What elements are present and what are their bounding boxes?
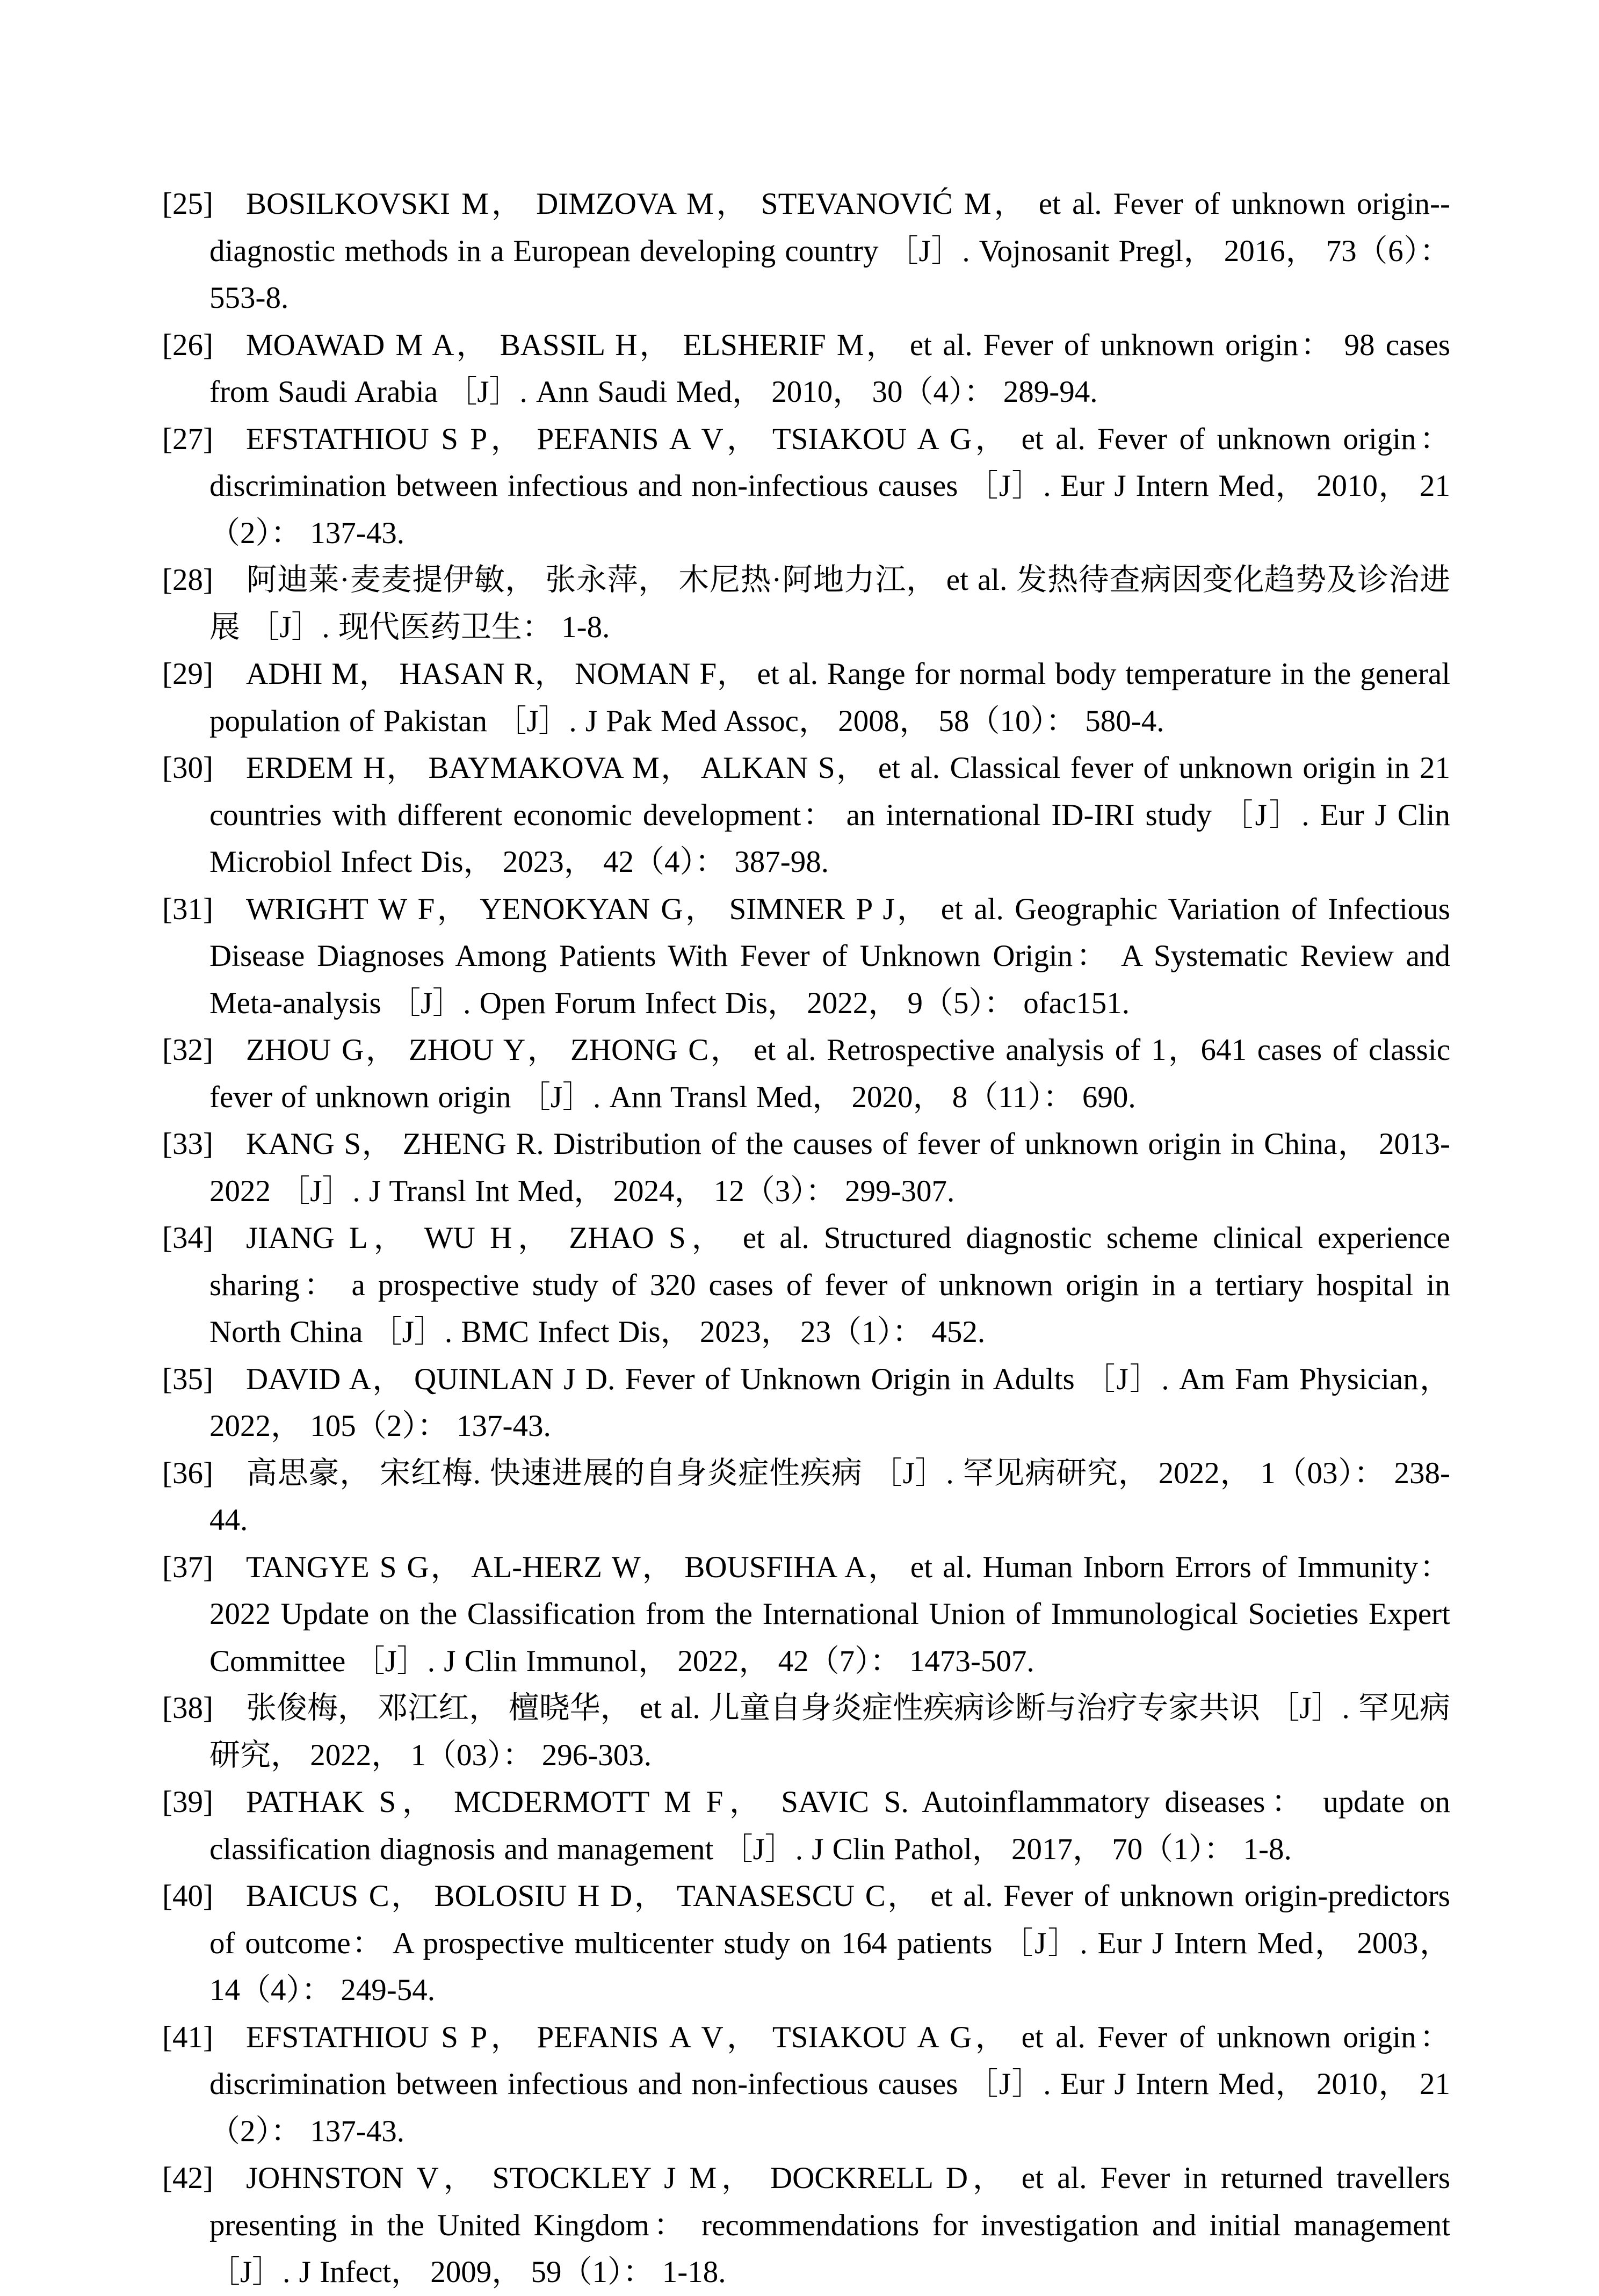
reference-text: TANGYE S G， AL-HERZ W， BOUSFIHA A， et al. Human Inborn Errors of Immunity： 2022 Update on the Classification from the International Union of Immunological Societies Expert Committee ［J］. J Clin Immunol， 2022， 42（7）： 1473-507. [209, 1550, 1450, 1678]
reference-item [162, 1356, 1450, 1450]
reference-text: ERDEM H， BAYMAKOVA M， ALKAN S， et al. Classical fever of unknown origin in 21 countries with different economic development： an international ID-IRI study ［J］. Eur J Clin Microbiol Infect Dis， 2023， 42（4）： 387-98. [209, 751, 1450, 879]
reference-number: [25] [162, 187, 213, 221]
reference-number: [39] [162, 1785, 213, 1819]
reference-text: EFSTATHIOU S P， PEFANIS A V， TSIAKOU A G， et al. Fever of unknown origin： discrimination between infectious and non-infectious causes ［J］. Eur J Intern Med， 2010， 21（2）： 137-43. [209, 2020, 1450, 2148]
reference-number: [36] [162, 1456, 213, 1490]
reference-text: 张俊梅， 邓江红， 檀晓华， et al. 儿童自身炎症性疾病诊断与治疗专家共识 ［J］. 罕见病研究， 2022， 1（03）： 296-303. [209, 1691, 1450, 1772]
reference-item [162, 557, 1450, 651]
reference-item [162, 1121, 1450, 1215]
reference-number: [41] [162, 2020, 213, 2054]
reference-item [162, 1779, 1450, 1873]
reference-number: [37] [162, 1550, 213, 1584]
reference-item [162, 1544, 1450, 1685]
reference-number: [26] [162, 328, 213, 362]
reference-item [162, 2014, 1450, 2155]
reference-text: DAVID A， QUINLAN J D. Fever of Unknown Origin in Adults ［J］. Am Fam Physician， 2022， 105（2）： 137-43. [209, 1362, 1450, 1443]
reference-text: BOSILKOVSKI M， DIMZOVA M， STEVANOVIĆ M， et al. Fever of unknown origin--diagnostic methods in a European developing country ［J］. Vojnosanit Pregl， 2016， 73（6）： 553-8. [209, 187, 1450, 315]
reference-number: [29] [162, 657, 213, 691]
reference-list [162, 180, 1450, 2296]
reference-item [162, 416, 1450, 557]
reference-text: 高思豪， 宋红梅. 快速进展的自身炎症性疾病 ［J］. 罕见病研究， 2022， 1（03）： 238-44. [209, 1456, 1450, 1537]
reference-number: [31] [162, 892, 213, 926]
reference-number: [30] [162, 751, 213, 785]
reference-text: BAICUS C， BOLOSIU H D， TANASESCU C， et al. Fever of unknown origin-predictors of outcome： A prospective multicenter study on 164 patients ［J］. Eur J Intern Med， 2003， 14（4）： 249-54. [209, 1879, 1450, 2007]
reference-text: KANG S， ZHENG R. Distribution of the causes of fever of unknown origin in China， 2013-2022 ［J］. J Transl Int Med， 2024， 12（3）： 299-307. [209, 1127, 1450, 1208]
reference-number: [34] [162, 1221, 213, 1255]
reference-number: [33] [162, 1127, 213, 1161]
reference-item [162, 2155, 1450, 2296]
reference-item [162, 322, 1450, 416]
reference-number: [42] [162, 2161, 213, 2195]
reference-item [162, 1450, 1450, 1544]
reference-number: [40] [162, 1879, 213, 1913]
reference-item [162, 1873, 1450, 2014]
reference-text: JOHNSTON V， STOCKLEY J M， DOCKRELL D， et al. Fever in returned travellers presenting in the United Kingdom： recommendations for investigation and initial management ［J］. J Infect， 2009， 59（1）： 1-18. [209, 2161, 1450, 2289]
reference-number: [28] [162, 563, 213, 597]
reference-text: WRIGHT W F， YENOKYAN G， SIMNER P J， et al. Geographic Variation of Infectious Disease Diagnoses Among Patients With Fever of Unknown Origin： A Systematic Review and Meta-analysis ［J］. Open Forum Infect Dis， 2022， 9（5）： ofac151. [209, 892, 1450, 1020]
reference-number: [38] [162, 1691, 213, 1725]
reference-text: JIANG L， WU H， ZHAO S， et al. Structured diagnostic scheme clinical experience sharing： a prospective study of 320 cases of fever of unknown origin in a tertiary hospital in North China ［J］. BMC Infect Dis， 2023， 23（1）： 452. [209, 1221, 1450, 1349]
reference-item [162, 886, 1450, 1027]
reference-text: MOAWAD M A， BASSIL H， ELSHERIF M， et al. Fever of unknown origin： 98 cases from Saudi Arabia ［J］. Ann Saudi Med， 2010， 30（4）： 289-94. [209, 328, 1450, 409]
reference-item [162, 651, 1450, 745]
reference-text: ADHI M， HASAN R， NOMAN F， et al. Range for normal body temperature in the general population of Pakistan ［J］. J Pak Med Assoc， 2008， 58（10）： 580-4. [209, 657, 1450, 738]
reference-item [162, 1685, 1450, 1779]
reference-number: [27] [162, 422, 213, 456]
reference-text: EFSTATHIOU S P， PEFANIS A V， TSIAKOU A G， et al. Fever of unknown origin： discrimination between infectious and non-infectious causes ［J］. Eur J Intern Med， 2010， 21（2）： 137-43. [209, 422, 1450, 550]
reference-number: [35] [162, 1362, 213, 1396]
reference-text: 阿迪莱·麦麦提伊敏， 张永萍， 木尼热·阿地力江， et al. 发热待查病因变化趋势及诊治进展 ［J］. 现代医药卫生： 1-8. [209, 563, 1450, 644]
reference-text: PATHAK S， MCDERMOTT M F， SAVIC S. Autoinflammatory diseases： update on classification diagnosis and management ［J］. J Clin Pathol， 2017， 70（1）： 1-8. [209, 1785, 1450, 1866]
reference-number: [32] [162, 1033, 213, 1067]
reference-text: ZHOU G， ZHOU Y， ZHONG C， et al. Retrospective analysis of 1，641 cases of classic fever of unknown origin ［J］. Ann Transl Med， 2020， 8（11）： 690. [209, 1033, 1450, 1114]
reference-item [162, 1215, 1450, 1356]
reference-item [162, 1027, 1450, 1121]
reference-item [162, 180, 1450, 322]
reference-item [162, 745, 1450, 886]
